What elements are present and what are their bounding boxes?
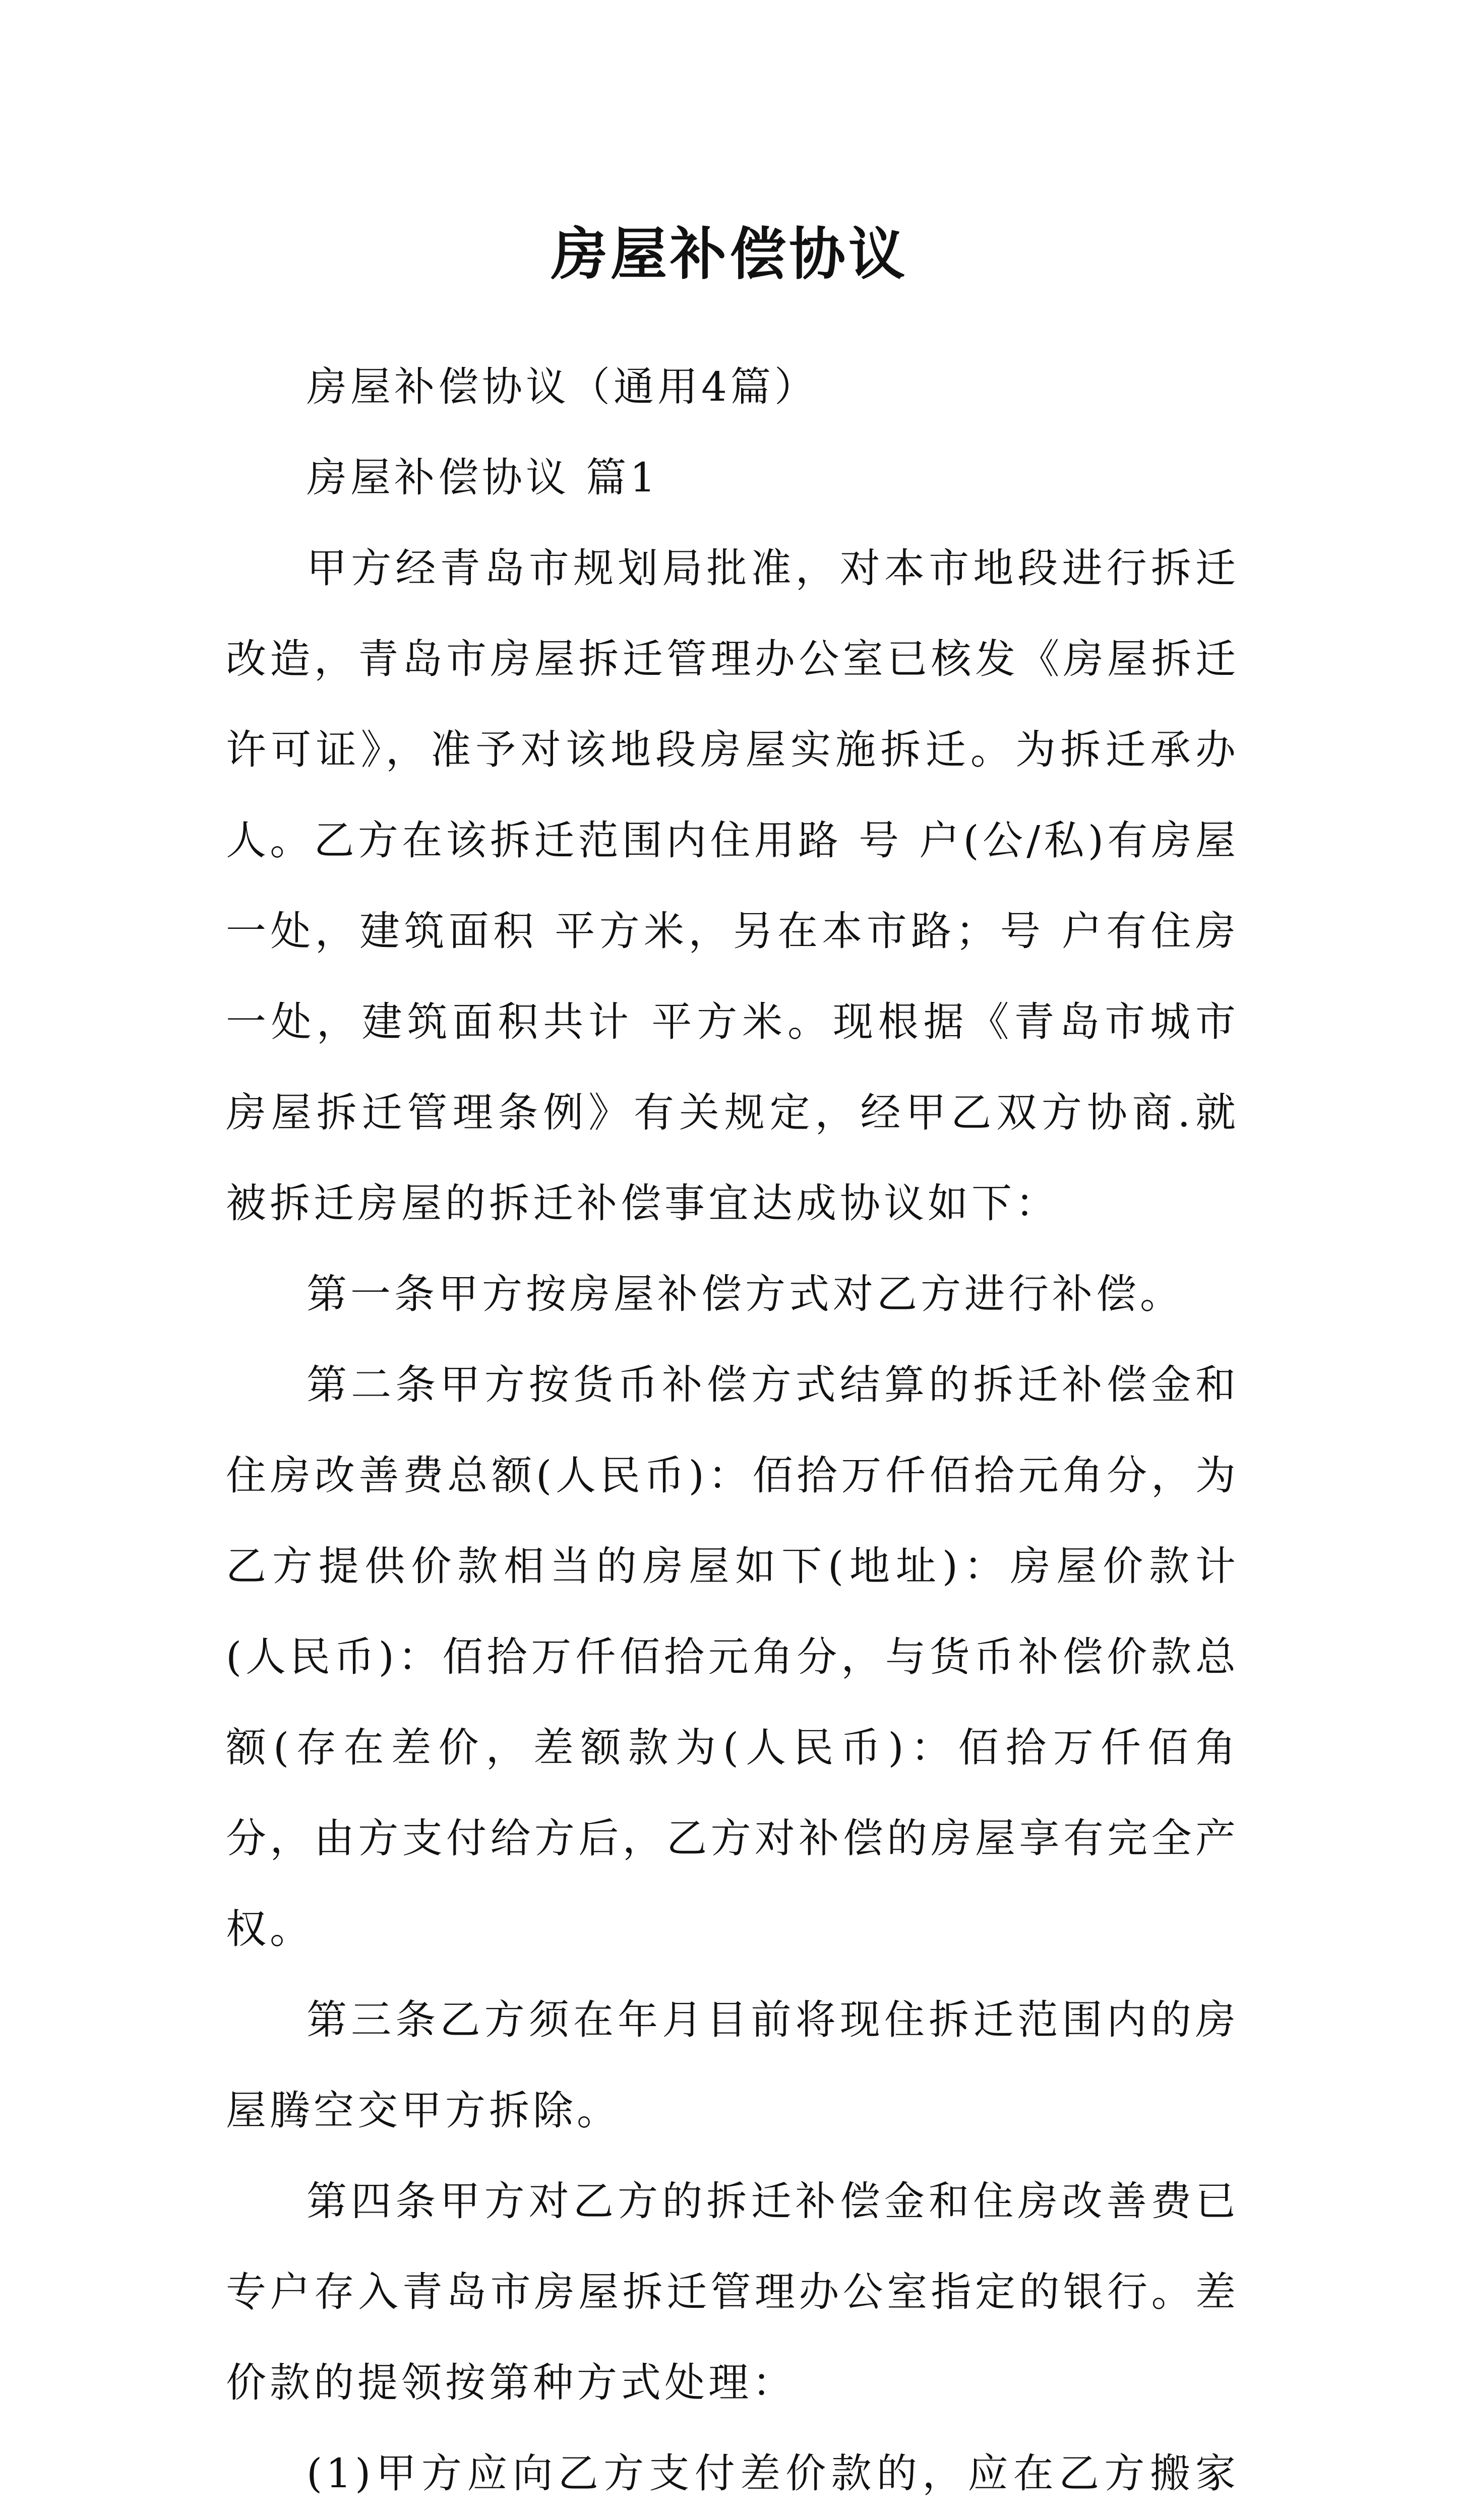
paragraph-clause-1: (1)甲方应向乙方支付差价款的，应在乙方搬家 (307, 2450, 1239, 2497)
paragraph-article-4: 第四条甲方对乙方的拆迁补偿金和住房改善费已专户存入青岛市房屋拆迁管理办公室指定的银行。差价款的提领按第种方式处理： (226, 2178, 1239, 2406)
paragraph-article-2: 第二条甲方按货币补偿方式结算的拆迁补偿金和住房改善费总额(人民币)：佰拾万仟佰拾元角分，为乙方提供价款相当的房屋如下(地址)：房屋价款计(人民币)：佰拾万仟佰拾元角分，与货币补偿价款总额(存在差价，差额款为(人民币)：佰拾万仟佰角分，由方支付给方后，乙方对补偿的房屋享有完全产权。 (226, 1361, 1239, 1952)
paragraph-article-1: 第一条甲方按房屋补偿方式对乙方进行补偿。 (307, 1271, 1184, 1317)
document-title: 房屋补偿协议 (551, 221, 908, 288)
paragraph-subtitle: 房屋补偿协议（通用4篇） (307, 363, 818, 410)
paragraph-section-heading: 房屋补偿协议 篇1 (307, 454, 659, 501)
paragraph-preamble: 甲方经青岛市规划局批准，对本市地段进行拆迁改造，青岛市房屋拆迁管理办公室已核发《房屋拆迁许可证》，准予对该地段房屋实施拆迁。为拆迁承办人。乙方在该拆迁范围内住用路 号 户(公/私)有房屋一处，建筑面积 平方米，另在本市路；号 户有住房一处，建筑面积共计 平方米。现根据《青岛市城市房屋拆迁管理条例》有关规定，经甲乙双方协商.就被拆迁房屋的拆迁补偿事宜达成协议如下： (226, 545, 1239, 1227)
paragraph-article-3: 第三条乙方须在年月目前将现住拆迁范围内的房屋腾空交甲方拆除。 (226, 1996, 1239, 2134)
document-body (226, 342, 1239, 2520)
